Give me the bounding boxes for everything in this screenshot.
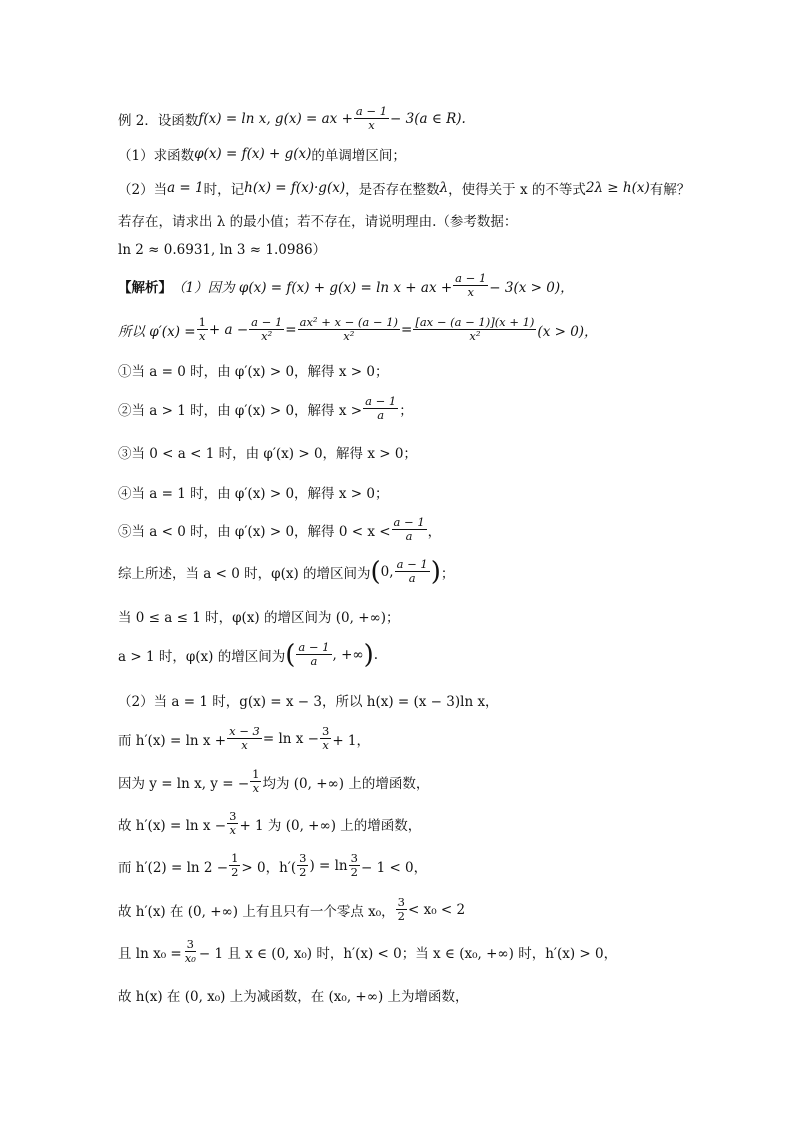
fraction (227, 810, 238, 837)
fraction (298, 316, 400, 343)
math-text: 2 (231, 865, 239, 879)
math-text: 故 h(x) 在 (0, x₀) 上为减函数，在 (x₀, +∞) 上为增函数， (118, 989, 469, 1005)
question-2 (118, 178, 690, 198)
fraction (227, 725, 262, 752)
math-text: 当 0 ≤ a ≤ 1 时，φ(x) 的增区间为 (0, +∞)； (118, 610, 400, 626)
math-text: a − 1 (355, 104, 388, 118)
math-text: , +∞ (332, 646, 364, 663)
fraction (396, 896, 407, 923)
math-text: 3 (350, 851, 358, 865)
fraction (413, 316, 536, 343)
fraction (453, 272, 488, 299)
math-text: ，使得关于 x 的不等式 (448, 182, 586, 198)
math-text: 所以 φ′(x) = (118, 323, 196, 340)
solution-intro (118, 272, 574, 299)
summary-1 (118, 558, 454, 585)
math-text: 1 (252, 767, 260, 781)
math-text: ， (427, 523, 442, 540)
math-text: a − 1 (298, 640, 330, 654)
math-text: 2 (350, 865, 358, 879)
math-text: 3 (186, 937, 194, 951)
math-text: ax² + x − (a − 1) (299, 315, 399, 329)
math-text: (x > 0)， (537, 323, 598, 340)
math-text: ) (363, 639, 374, 670)
increasing-functions (118, 768, 429, 795)
math-text: a (310, 654, 318, 668)
summary-2 (118, 606, 400, 626)
math-text: 有解？ (649, 182, 691, 198)
math-text: ( (285, 639, 296, 670)
math-text: 例 2．设函数 (118, 112, 199, 129)
math-text: ②当 a > 1 时，由 φ′(x) > 0，解得 x > (118, 402, 363, 419)
fraction (249, 316, 284, 343)
math-text: a (408, 571, 416, 585)
case-4 (118, 482, 388, 502)
math-text: λ (439, 180, 449, 196)
math-text: a = 1 (167, 180, 204, 196)
math-text: a − 1 (393, 515, 425, 529)
case-5 (118, 516, 441, 543)
fraction (392, 516, 427, 543)
monotonicity-conclusion (118, 985, 469, 1005)
math-text: x (229, 823, 237, 837)
math-text: h(x) = f(x)·g(x) (244, 180, 346, 196)
summary-3 (118, 641, 378, 668)
fraction (250, 768, 261, 795)
math-text: （1）因为 φ(x) = f(x) + g(x) = ln x + ax + (172, 279, 453, 296)
math-text: + a − (208, 321, 249, 338)
fraction (183, 938, 198, 965)
math-text: x² (343, 329, 355, 343)
math-text: a − 1 (365, 394, 397, 408)
math-text: （1）求函数 (118, 148, 195, 164)
math-text: + 1 为 (0, +∞) 上的增函数， (239, 817, 422, 834)
math-text: 2λ ≥ h(x) (585, 180, 650, 196)
math-text: 0, (380, 563, 394, 580)
case-1 (118, 360, 388, 380)
math-text: − 1 < 0， (360, 859, 428, 876)
math-text: 3 (397, 895, 405, 909)
fraction (349, 852, 360, 879)
math-text: 3 (322, 724, 330, 738)
math-text: 综上所述，当 a < 0 时，φ(x) 的增区间为 (118, 565, 371, 582)
math-text: a > 1 时，φ(x) 的增区间为 (118, 648, 286, 665)
math-text: 而 h′(2) = ln 2 − (118, 859, 229, 876)
math-text: f(x) = ln x, g(x) = ax + (198, 110, 353, 127)
math-text: x (467, 285, 474, 299)
math-text: x − 3 (229, 724, 260, 738)
math-text: （2）当 a = 1 时，g(x) = x − 3，所以 h(x) = (x − 3)ln x， (118, 694, 499, 710)
math-text: 1 (231, 851, 239, 865)
math-text: 且 ln x₀ = (118, 945, 182, 962)
math-text: 1 (198, 315, 206, 329)
math-text: − 1 且 x ∈ (0, x₀) 时，h′(x) < 0；当 x ∈ (x₀, +∞) 时，h′(x) > 0， (198, 945, 618, 962)
math-text: > 0，h′( (241, 859, 297, 876)
math-text: x (198, 329, 206, 343)
case-2 (118, 395, 413, 422)
math-text: ； (440, 565, 455, 582)
fraction (363, 395, 398, 422)
question-2-continued (118, 210, 517, 230)
math-text: x² (469, 329, 481, 343)
fraction (197, 316, 208, 343)
math-text: ，是否存在整数 (345, 182, 440, 198)
math-text: x (322, 738, 329, 752)
math-text: = (285, 321, 297, 338)
example-statement (118, 105, 466, 132)
math-text: ) (430, 556, 441, 587)
unique-zero (118, 896, 465, 923)
fraction (296, 641, 331, 668)
math-text: − 3(x > 0)， (489, 279, 574, 296)
part-2-start (118, 690, 499, 710)
question-1 (118, 144, 406, 164)
fraction (297, 852, 308, 879)
solution-label: 【解析】 (118, 279, 172, 296)
math-text: a − 1 (455, 271, 487, 285)
math-text: ④当 a = 1 时，由 φ′(x) > 0，解得 x > 0； (118, 486, 389, 502)
math-text: a (405, 529, 413, 543)
case-3 (118, 442, 417, 462)
derivative-line (118, 316, 598, 343)
reference-data (118, 238, 326, 258)
math-text: 3 (229, 809, 237, 823)
math-text: − 3(a ∈ R). (390, 110, 466, 127)
math-text: x (368, 118, 375, 132)
math-text: = (401, 321, 413, 338)
math-text: x² (261, 329, 273, 343)
zero-condition (118, 938, 617, 965)
fraction (395, 558, 430, 585)
math-text: ； (399, 402, 413, 419)
math-text: 故 h′(x) = ln x − (118, 817, 227, 834)
math-text: 若存在，请求出 λ 的最小值；若不存在，请说明理由.（参考数据： (118, 214, 518, 230)
math-text: 时，记 (203, 182, 245, 198)
math-text: a − 1 (396, 557, 428, 571)
math-text: 故 h′(x) 在 (0, +∞) 上有且只有一个零点 x₀， (118, 903, 395, 920)
math-text: φ(x) = f(x) + g(x) (194, 146, 312, 162)
fraction (354, 105, 389, 132)
math-text: x₀ (184, 951, 196, 965)
math-text: ①当 a = 0 时，由 φ′(x) > 0，解得 x > 0； (118, 364, 389, 380)
math-text: ln 2 ≈ 0.6931, ln 3 ≈ 1.0986） (118, 242, 327, 258)
h-derivative (118, 725, 370, 752)
math-text: + 1， (332, 732, 371, 749)
fraction (229, 852, 240, 879)
math-text: （2）当 (118, 182, 168, 198)
math-text: 3 (299, 851, 307, 865)
math-text: x (252, 781, 260, 795)
math-text: 均为 (0, +∞) 上的增函数， (262, 775, 430, 792)
sign-evaluation (118, 852, 427, 879)
math-text: 2 (397, 909, 405, 923)
math-text: ⑤当 a < 0 时，由 φ′(x) > 0，解得 0 < x < (118, 523, 391, 540)
math-text: 因为 y = ln x, y = − (118, 775, 250, 792)
math-text: a (377, 408, 385, 422)
math-text: ③当 0 < a < 1 时，由 φ′(x) > 0，解得 x > 0； (118, 446, 417, 462)
math-text: ) = ln (309, 857, 348, 874)
math-text: [ax − (a − 1)](x + 1) (415, 315, 535, 329)
math-text: a − 1 (251, 315, 283, 329)
math-text: = ln x − (262, 730, 319, 747)
math-text: ( (370, 556, 381, 587)
math-text: < x₀ < 2 (407, 901, 466, 918)
math-text: 2 (299, 865, 307, 879)
math-text: 的单调增区间； (311, 148, 406, 164)
math-text: x (241, 738, 248, 752)
math-text: 而 h′(x) = ln x + (118, 732, 227, 749)
math-text: . (373, 646, 379, 663)
h-derivative-increasing (118, 810, 421, 837)
fraction (320, 725, 331, 752)
